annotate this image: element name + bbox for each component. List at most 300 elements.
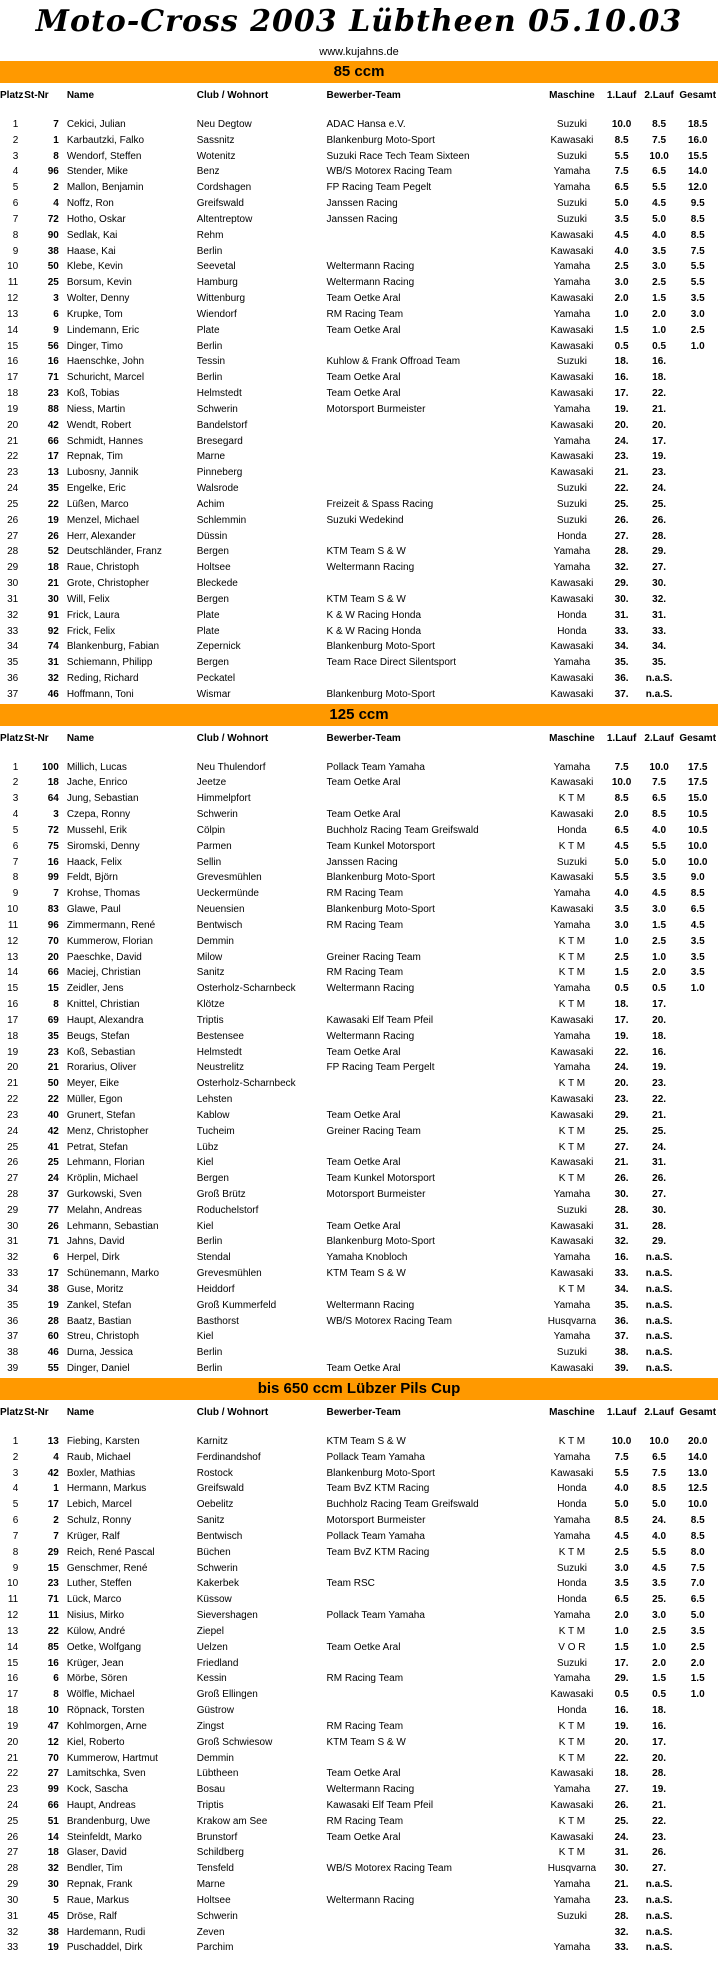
race2-cell: 25.	[652, 1125, 667, 1137]
table-row	[0, 1045, 718, 1061]
race2-cell: 18.	[652, 1705, 667, 1717]
start-number-cell: 50	[47, 261, 59, 273]
place-cell: 30	[7, 1894, 19, 1906]
race2-cell: 26.	[652, 1847, 667, 1859]
rider-name-cell: Schiemann, Philipp	[66, 657, 153, 669]
team-cell: Weltermann Racing	[326, 562, 415, 574]
table-row	[0, 370, 718, 386]
race2-cell: n.a.S.	[645, 1879, 673, 1891]
team-cell	[327, 244, 542, 260]
race2-cell: 6.5	[652, 1451, 667, 1463]
race2-cell: 3.0	[652, 261, 667, 273]
machine-cell: Kawasaki	[550, 134, 594, 146]
table-row	[0, 1766, 718, 1782]
race1-cell: 3.0	[614, 919, 629, 931]
table-row	[0, 149, 718, 165]
place-cell: 23	[7, 467, 19, 479]
table-row	[0, 1345, 718, 1361]
team-cell: KTM Team S & W	[326, 1435, 406, 1447]
race1-cell: 8.5	[614, 134, 629, 146]
team-cell: RM Racing Team	[326, 1673, 404, 1685]
machine-cell: Suzuki	[556, 1910, 587, 1922]
rider-name-cell: Czepa, Ronny	[66, 809, 131, 821]
race1-cell: 31.	[614, 609, 629, 621]
machine-cell: Kawasaki	[550, 1689, 594, 1701]
table-row	[0, 1545, 718, 1561]
team-cell	[327, 434, 542, 450]
machine-cell: Kawasaki	[550, 451, 594, 463]
start-number-cell: 3	[53, 293, 59, 305]
club-cell: Berlin	[196, 1363, 223, 1375]
table-row	[0, 823, 718, 839]
rider-name-cell: Steinfeldt, Marko	[66, 1831, 142, 1843]
table-row	[0, 307, 718, 323]
rider-name-cell: Haack, Felix	[66, 856, 122, 868]
race2-cell: 5.0	[652, 213, 667, 225]
club-cell: Milow	[196, 951, 223, 963]
table-row	[0, 997, 718, 1013]
race2-cell: 16.	[652, 1046, 667, 1058]
start-number-cell: 47	[47, 1720, 59, 1732]
table-row	[0, 839, 718, 855]
table-row	[0, 687, 718, 703]
team-cell: Team Oetke Aral	[326, 372, 401, 384]
place-cell: 10	[7, 261, 19, 273]
table-row	[0, 775, 718, 791]
start-number-cell: 88	[47, 403, 59, 415]
team-cell: Team Kunkel Motorsport	[326, 840, 435, 852]
machine-cell: Honda	[557, 1499, 587, 1511]
club-cell: Greifswald	[196, 1483, 244, 1495]
rider-name-cell: Hardemann, Rudi	[66, 1926, 146, 1938]
table-row	[0, 1529, 718, 1545]
start-number-cell: 40	[47, 1109, 59, 1121]
race1-cell: 29.	[614, 578, 629, 590]
rider-name-cell: Beugs, Stefan	[66, 1030, 130, 1042]
race2-cell: 30.	[652, 1204, 667, 1216]
total-cell	[677, 1060, 718, 1076]
rider-name-cell: Krupke, Tom	[66, 308, 123, 320]
table-row	[0, 1282, 718, 1298]
col-header-machine: Maschine	[549, 732, 595, 744]
place-cell: 10	[7, 904, 19, 916]
row-spacer	[0, 109, 718, 117]
start-number-cell: 18	[47, 777, 59, 789]
race1-cell: 33.	[614, 1268, 629, 1280]
place-cell: 11	[7, 277, 19, 289]
race1-cell: 35.	[614, 657, 629, 669]
team-cell: Blankenburg Moto-Sport	[326, 1236, 435, 1248]
club-cell: Rostock	[196, 1467, 233, 1479]
team-cell: Janssen Racing	[326, 198, 398, 210]
race1-cell: 27.	[614, 1141, 629, 1153]
col-header-team: Bewerber-Team	[326, 90, 401, 101]
place-cell: 4	[12, 809, 19, 821]
club-cell: Kiel	[196, 1331, 214, 1343]
rider-name-cell: Boxler, Mathias	[66, 1467, 136, 1479]
machine-cell: Husqvarna	[547, 1315, 597, 1327]
table-row	[0, 760, 718, 776]
race1-cell: 25.	[614, 1815, 629, 1827]
race1-cell: 28.	[614, 1204, 629, 1216]
start-number-cell: 25	[47, 277, 59, 289]
table-row	[0, 855, 718, 871]
machine-cell	[542, 1925, 603, 1941]
start-number-cell: 28	[47, 1315, 59, 1327]
total-cell	[677, 671, 718, 687]
team-cell	[327, 1909, 542, 1925]
rider-name-cell: Siromski, Denny	[66, 840, 140, 852]
race1-cell: 23.	[614, 1894, 629, 1906]
club-cell: Kiel	[196, 1157, 214, 1169]
table-row	[0, 1656, 718, 1672]
start-number-cell: 50	[47, 1078, 59, 1090]
table-row	[0, 1608, 718, 1624]
total-cell	[677, 624, 718, 640]
place-cell: 11	[7, 919, 19, 931]
team-cell	[327, 1282, 542, 1298]
total-cell	[677, 418, 718, 434]
race1-cell: 22.	[614, 1752, 629, 1764]
club-cell: Uelzen	[196, 1641, 228, 1653]
place-cell: 36	[7, 1315, 19, 1327]
results-table	[0, 83, 718, 703]
start-number-cell: 7	[53, 1530, 59, 1542]
col-header-race2: 2.Lauf	[644, 732, 674, 744]
results-table	[0, 1400, 718, 1956]
race1-cell: 21.	[614, 1879, 629, 1891]
race1-cell: 23.	[614, 451, 629, 463]
rider-name-cell: Jahns, David	[66, 1236, 125, 1248]
rider-name-cell: Röpnack, Torsten	[66, 1705, 145, 1717]
race2-cell: 20.	[652, 419, 667, 431]
rider-name-cell: Rorarius, Oliver	[66, 1062, 137, 1074]
start-number-cell: 15	[47, 983, 59, 995]
race1-cell: 34.	[614, 1283, 629, 1295]
total-cell	[677, 1108, 718, 1124]
race1-cell: 19.	[614, 1030, 629, 1042]
place-cell: 12	[7, 293, 19, 305]
place-cell: 13	[7, 951, 19, 963]
total-cell: 3.5	[690, 1625, 705, 1637]
race1-cell: 7.5	[614, 1451, 629, 1463]
start-number-cell: 66	[47, 967, 59, 979]
race2-cell: 1.5	[652, 919, 667, 931]
start-number-cell: 6	[53, 1252, 59, 1264]
table-row	[0, 164, 718, 180]
start-number-cell: 26	[47, 1220, 59, 1232]
race1-cell: 0.5	[614, 983, 629, 995]
machine-cell: V O R	[558, 1641, 586, 1653]
rider-name-cell: Gurkowski, Sven	[66, 1189, 142, 1200]
place-cell: 38	[7, 1347, 19, 1359]
rider-name-cell: Luther, Steffen	[66, 1578, 132, 1590]
rider-name-cell: Hermann, Markus	[66, 1483, 147, 1495]
place-cell: 1	[12, 1435, 19, 1447]
total-cell	[677, 1861, 718, 1877]
place-cell: 17	[7, 372, 19, 384]
team-cell	[327, 1076, 542, 1092]
club-cell: Berlin	[196, 372, 223, 384]
rider-name-cell: Hotho, Oskar	[66, 213, 126, 225]
race1-cell: 16.	[614, 1705, 629, 1717]
race1-cell: 37.	[614, 1331, 629, 1343]
team-cell: Team Oetke Aral	[326, 1363, 401, 1375]
start-number-cell: 91	[47, 609, 59, 621]
club-cell: Schwerin	[196, 403, 238, 415]
team-cell	[327, 1751, 542, 1767]
rider-name-cell: Paeschke, David	[66, 951, 142, 963]
race2-cell: 18.	[652, 372, 667, 384]
club-cell: Pinneberg	[196, 467, 243, 479]
machine-cell: Suzuki	[556, 356, 587, 368]
table-row	[0, 1576, 718, 1592]
total-cell	[677, 1845, 718, 1861]
place-cell: 14	[7, 324, 19, 336]
team-cell: Team Oetke Aral	[326, 293, 401, 305]
col-header-place: Platz	[0, 1406, 24, 1418]
table-row	[0, 1735, 718, 1751]
start-number-cell: 38	[47, 1283, 59, 1295]
race1-cell: 23.	[614, 1094, 629, 1106]
rider-name-cell: Oetke, Wolfgang	[66, 1641, 142, 1653]
team-cell	[327, 1877, 542, 1893]
team-cell	[327, 1624, 542, 1640]
race2-cell: n.a.S.	[645, 1347, 673, 1359]
table-row	[0, 275, 718, 291]
total-cell	[677, 560, 718, 576]
place-cell: 13	[7, 308, 19, 320]
start-number-cell: 6	[53, 308, 59, 320]
race1-cell: 2.5	[614, 951, 629, 963]
race2-cell: 31.	[652, 1157, 667, 1169]
club-cell: Parchim	[196, 1942, 234, 1954]
col-header-race1: 1.Lauf	[606, 732, 637, 744]
total-cell	[677, 1219, 718, 1235]
machine-cell: Honda	[557, 609, 587, 621]
table-row	[0, 918, 718, 934]
machine-cell: Kawasaki	[550, 372, 594, 384]
machine-cell: K T M	[558, 1173, 586, 1185]
total-cell	[677, 1155, 718, 1171]
club-cell: Cordshagen	[196, 182, 252, 194]
race2-cell: 19.	[652, 1062, 667, 1074]
club-cell: Basthorst	[196, 1315, 239, 1327]
table-row	[0, 1624, 718, 1640]
race1-cell: 8.5	[614, 793, 629, 805]
race1-cell: 26.	[614, 1173, 629, 1185]
race1-cell: 34.	[614, 641, 629, 653]
club-cell: Klötze	[196, 999, 225, 1011]
club-cell: Oebelitz	[196, 1499, 234, 1511]
total-cell	[677, 434, 718, 450]
total-cell: 8.5	[690, 1530, 705, 1542]
race1-cell: 20.	[614, 419, 629, 431]
place-cell: 5	[12, 824, 19, 836]
start-number-cell: 72	[47, 824, 59, 836]
table-row	[0, 386, 718, 402]
table-row	[0, 902, 718, 918]
race2-cell: 27.	[652, 1863, 667, 1875]
race1-cell: 2.0	[614, 809, 629, 821]
total-cell: 9.5	[690, 198, 705, 210]
club-cell: Güstrow	[196, 1705, 234, 1717]
race2-cell: 32.	[652, 593, 667, 605]
club-cell: Groß Brütz	[196, 1189, 246, 1200]
race1-cell: 18.	[614, 1768, 629, 1780]
machine-cell: Kawasaki	[550, 1236, 594, 1248]
rider-name-cell: Maciej, Christian	[66, 967, 141, 979]
team-cell: Pollack Team Yamaha	[326, 761, 425, 773]
team-cell: Pollack Team Yamaha	[326, 1530, 425, 1542]
club-cell: Achim	[196, 498, 225, 510]
machine-cell: Suzuki	[556, 1562, 587, 1574]
team-cell	[327, 465, 542, 481]
start-number-cell: 90	[47, 229, 59, 241]
race1-cell: 3.5	[614, 904, 629, 916]
race1-cell: 21.	[614, 467, 629, 479]
team-cell	[327, 1940, 542, 1956]
machine-cell: Kawasaki	[550, 672, 594, 684]
club-cell: Wotenitz	[196, 150, 236, 162]
total-cell: 8.5	[690, 888, 705, 900]
total-cell: 1.0	[690, 983, 705, 995]
start-number-cell: 37	[47, 1189, 59, 1200]
race2-cell: 10.0	[649, 1435, 669, 1447]
start-number-cell: 71	[47, 1236, 59, 1248]
team-cell: Team Oetke Aral	[326, 1831, 401, 1843]
start-number-cell: 25	[47, 1157, 59, 1169]
rider-name-cell: Herpel, Dirk	[66, 1252, 120, 1264]
start-number-cell: 96	[47, 166, 59, 178]
rider-name-cell: Koß, Tobias	[66, 388, 120, 400]
total-cell	[677, 1250, 718, 1266]
race1-cell: 10.0	[611, 119, 632, 130]
race2-cell: 17.	[652, 435, 667, 447]
class-section-header: 85 ccm	[0, 60, 718, 83]
start-number-cell: 7	[53, 888, 59, 900]
place-cell: 13	[7, 1625, 19, 1637]
team-cell: Kuhlow & Frank Offroad Team	[326, 356, 461, 368]
total-cell	[677, 354, 718, 370]
table-row	[0, 886, 718, 902]
club-cell: Plate	[196, 324, 220, 336]
machine-cell: Kawasaki	[550, 1768, 594, 1780]
club-cell: Neustrelitz	[196, 1062, 244, 1074]
race1-cell: 3.0	[614, 1562, 629, 1574]
race1-cell: 36.	[614, 672, 629, 684]
start-number-cell: 11	[48, 1610, 59, 1622]
club-cell: Schwerin	[196, 1910, 238, 1922]
rider-name-cell: Repnak, Frank	[66, 1879, 133, 1891]
rider-name-cell: Meyer, Eike	[66, 1078, 120, 1090]
race1-cell: 27.	[614, 530, 629, 542]
team-cell: K & W Racing Honda	[326, 609, 422, 621]
rider-name-cell: Dinger, Timo	[66, 340, 123, 352]
total-cell	[677, 544, 718, 560]
col-header-total: Gesamt	[679, 90, 717, 101]
start-number-cell: 71	[47, 372, 59, 384]
place-cell: 5	[12, 182, 19, 194]
race2-cell: 10.0	[649, 150, 669, 162]
club-cell: Helmstedt	[196, 388, 242, 400]
club-cell: Kakerbek	[196, 1578, 239, 1590]
spacer-cell	[0, 109, 718, 117]
table-row	[0, 1466, 718, 1482]
start-number-cell: 66	[47, 1799, 59, 1811]
race2-cell: n.a.S.	[645, 1299, 673, 1311]
total-cell: 10.5	[687, 824, 708, 836]
team-cell: Suzuki Race Tech Team Sixteen	[326, 150, 470, 162]
table-row	[0, 576, 718, 592]
race2-cell: 5.0	[652, 856, 667, 868]
place-cell: 32	[7, 1926, 19, 1938]
club-cell: Schildberg	[196, 1847, 244, 1859]
club-cell: Zingst	[196, 1720, 224, 1732]
total-cell	[677, 1751, 718, 1767]
team-cell: RM Racing Team	[326, 1815, 404, 1827]
team-cell: Team RSC	[326, 1578, 375, 1590]
rider-name-cell: Krohse, Thomas	[66, 888, 140, 900]
rider-name-cell: Hoffmann, Toni	[66, 688, 134, 700]
place-cell: 25	[7, 1815, 19, 1827]
team-cell	[327, 529, 542, 545]
place-cell: 28	[7, 546, 19, 558]
race2-cell: 22.	[652, 1815, 667, 1827]
table-row	[0, 950, 718, 966]
table-header-row	[0, 1400, 718, 1426]
club-cell: Demmin	[196, 935, 234, 947]
place-cell: 20	[7, 419, 19, 431]
place-cell: 30	[7, 578, 19, 590]
race1-cell: 20.	[614, 1736, 629, 1748]
club-cell: Schwerin	[196, 809, 238, 821]
start-number-cell: 23	[47, 1046, 59, 1058]
machine-cell: Kawasaki	[550, 777, 594, 789]
start-number-cell: 14	[47, 1831, 59, 1843]
total-cell	[677, 1314, 718, 1330]
table-row	[0, 402, 718, 418]
race1-cell: 16.	[614, 1252, 629, 1264]
start-number-cell: 4	[53, 1451, 59, 1463]
rider-name-cell: Noffz, Ron	[66, 198, 114, 210]
table-row	[0, 133, 718, 149]
place-cell: 33	[7, 625, 19, 637]
machine-cell: Suzuki	[556, 1657, 587, 1669]
race2-cell: 2.0	[652, 967, 667, 979]
club-cell: Peckatel	[196, 672, 236, 684]
machine-cell: Yamaha	[553, 166, 591, 178]
machine-cell: Yamaha	[553, 1451, 591, 1463]
club-cell: Groß Schwiesow	[196, 1736, 273, 1748]
start-number-cell: 22	[47, 1094, 59, 1106]
club-cell: Krakow am See	[196, 1815, 268, 1827]
machine-cell: Yamaha	[553, 1673, 591, 1685]
start-number-cell: 18	[47, 562, 59, 574]
rider-name-cell: Wendt, Robert	[66, 419, 132, 431]
race1-cell: 36.	[614, 1315, 629, 1327]
machine-cell: Yamaha	[553, 1252, 591, 1264]
total-cell	[677, 1203, 718, 1219]
race1-cell: 19.	[614, 403, 629, 415]
total-cell	[677, 1045, 718, 1061]
race1-cell: 10.0	[611, 1435, 632, 1447]
club-cell: Stendal	[196, 1252, 231, 1264]
club-cell: Berlin	[196, 340, 223, 352]
machine-cell: Kawasaki	[550, 1220, 594, 1232]
club-cell: Schlemmin	[196, 514, 247, 526]
class-section-header: bis 650 ccm Lübzer Pils Cup	[0, 1377, 718, 1400]
